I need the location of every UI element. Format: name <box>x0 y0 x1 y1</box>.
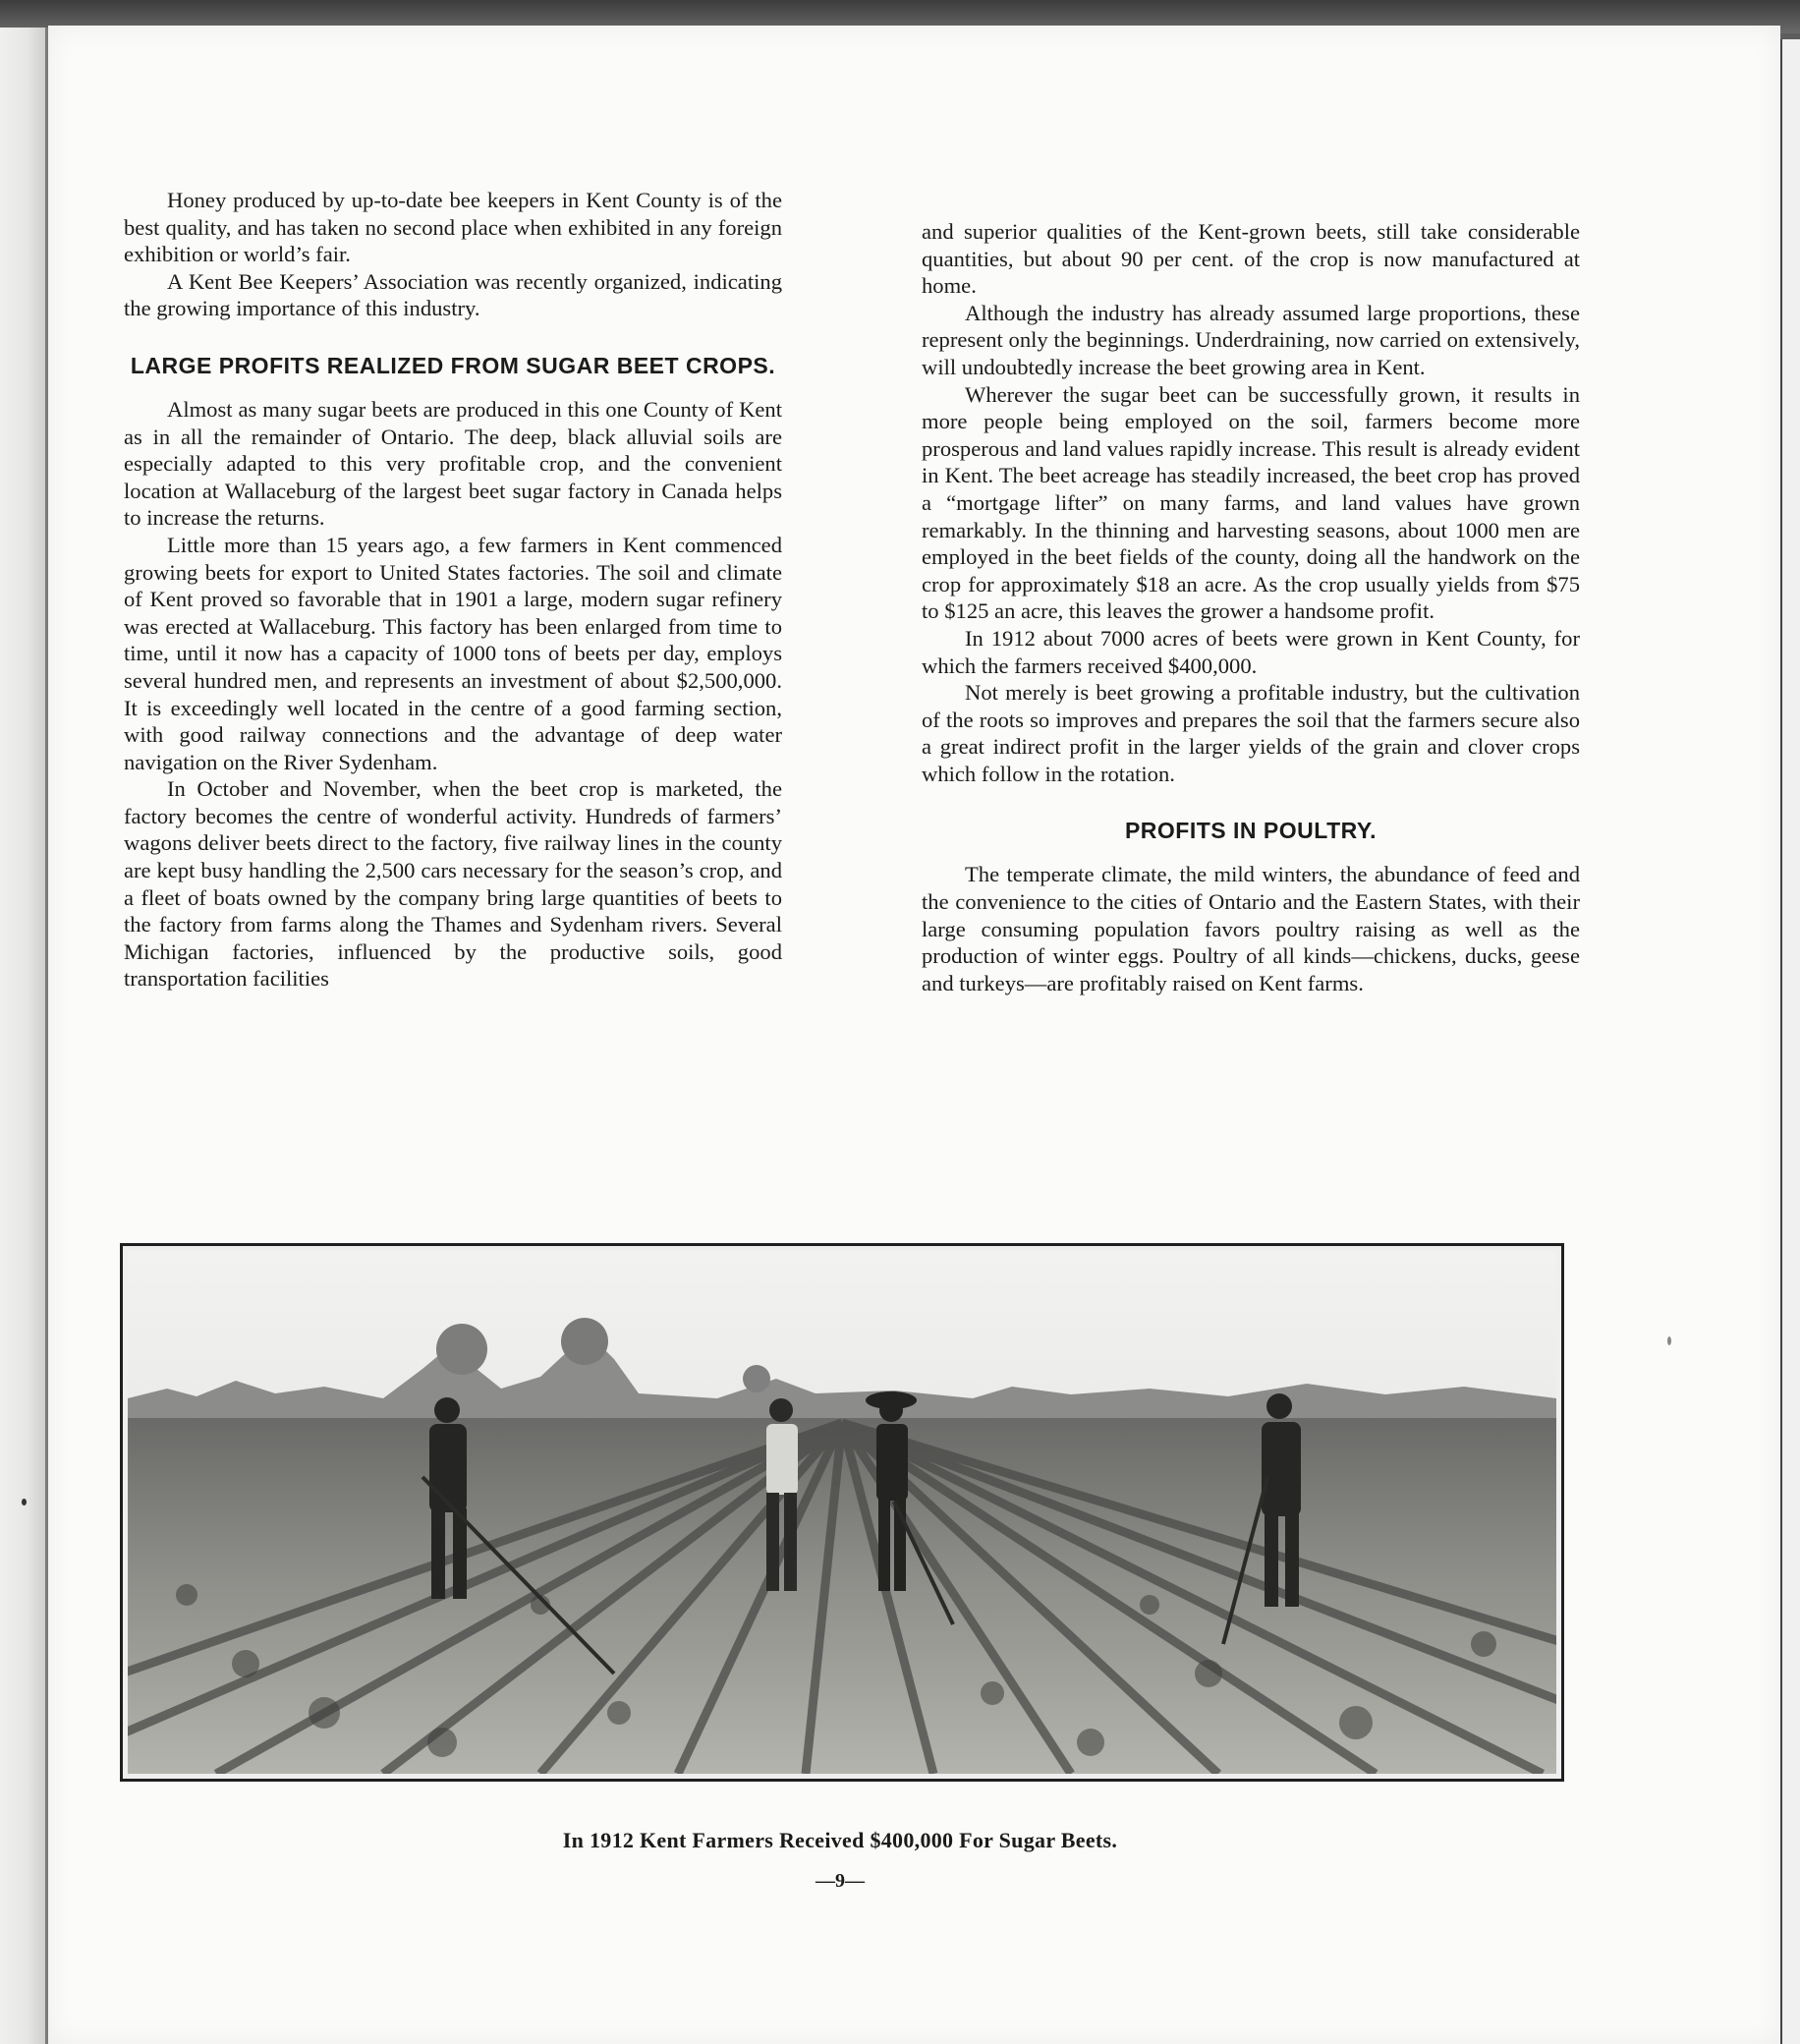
field-workers-image <box>128 1251 1556 1774</box>
paragraph-almost-as-many: Almost as many sugar beets are produced in this one County of Kent as in all the remainder of Ontario. The deep, black alluvial soils are especially adapted to this very profitable crop, and the convenient location at Wallaceburg of the largest beet sugar factory in Canada helps to increase the returns. <box>124 396 782 531</box>
page-right-edge <box>1780 39 1800 2044</box>
photo-caption: In 1912 Kent Farmers Received $400,000 For Sugar Beets. <box>562 1828 1118 1852</box>
book-binding-edge <box>0 28 48 2044</box>
paragraph-wherever: Wherever the sugar beet can be successfully grown, it results in more people being employed on the soil, farmers become more prosperous and land values rapidly increase. This result is already evident in Kent. The beet acreage has steadily increased, the beet crop has proved a “mortgage lifter” on many farms, and land values have grown remarkably. In the thinning and harvesting seasons, about 1000 men are employed in the beet fields of the county, doing all the handwork on the crop for approximately $18 an acre. As the crop usually yields from $75 to $125 an acre, this leaves the grower a handsome profit. <box>922 381 1580 624</box>
paragraph-poultry: The temperate climate, the mild winters, the abundance of feed and the convenience to the cities of Ontario and the Eastern States, with their large consuming population favors poultry raising as well as the production of winter eggs. Poultry of all kinds—chickens, ducks, geese and turkeys—are profitably raised on Kent farms. <box>922 862 1580 995</box>
paragraph-although: Although the industry has already assumed large proportions, these represent only the beginnings. Underdraining, now carried on extensively, will undoubtedly increase the beet growing area in Kent. <box>922 300 1580 379</box>
heading-sugar-beet: LARGE PROFITS REALIZED FROM SUGAR BEET CROPS. <box>130 352 776 378</box>
paragraph-continued: and superior qualities of the Kent-grown beets, still take considerable quantities, but about 90 per cent. of the crop is now manufactured at home. <box>922 219 1580 299</box>
page-number: —9— <box>816 1870 865 1892</box>
sugar-beet-field-photo <box>120 1243 1564 1782</box>
scan-speck <box>22 1499 27 1505</box>
paragraph-bee-association: A Kent Bee Keepers’ Association was recently organized, indicating the growing importance of this industry. <box>124 268 782 321</box>
paragraph-october-november: In October and November, when the beet crop is marketed, the factory becomes the centre of wonderful activity. Hundreds of farmers’ wagons deliver beets direct to the factory, five railway lines in the county are kept busy handling the 2,500 cars necessary for the season’s crop, and a fleet of boats owned by the company bring large quantities of beets to the factory from farms along the Thames and Sydenham rivers. Several Michigan factories, influenced by the productive soils, good transportation facilities <box>124 776 782 992</box>
paragraph-honey: Honey produced by up-to-date bee keepers in Kent County is of the best quality, and has taken no second place when exhibited in any foreign exhibition or world’s fair. <box>124 188 782 267</box>
paragraph-1912-acres: In 1912 about 7000 acres of beets were grown in Kent County, for which the farmers received $400,000. <box>922 625 1580 678</box>
heading-poultry: PROFITS IN POULTRY. <box>1124 818 1378 844</box>
paragraph-little-more: Little more than 15 years ago, a few farmers in Kent commenced growing beets for export to United States factories. The soil and climate of Kent proved so favorable that in 1901 a large, modern sugar refinery was erected at Wallaceburg. This factory has been enlarged from time to time, until it now has a capacity of 1000 tons of beets per day, employs several hundred men, and represents an investment of about $2,500,000. It is exceedingly well located in the centre of a good farming section, with good railway connections and the advantage of deep water navigation on the River Sydenham. <box>124 532 782 774</box>
scan-speck <box>1667 1336 1671 1345</box>
left-text-column <box>124 187 782 993</box>
right-text-column <box>922 218 1580 996</box>
paragraph-not-merely: Not merely is beet growing a profitable industry, but the cultivation of the roots so improves and prepares the soil that the farmers secure also a great indirect profit in the larger yields of the grain and clover crops which follow in the rotation. <box>922 680 1580 786</box>
